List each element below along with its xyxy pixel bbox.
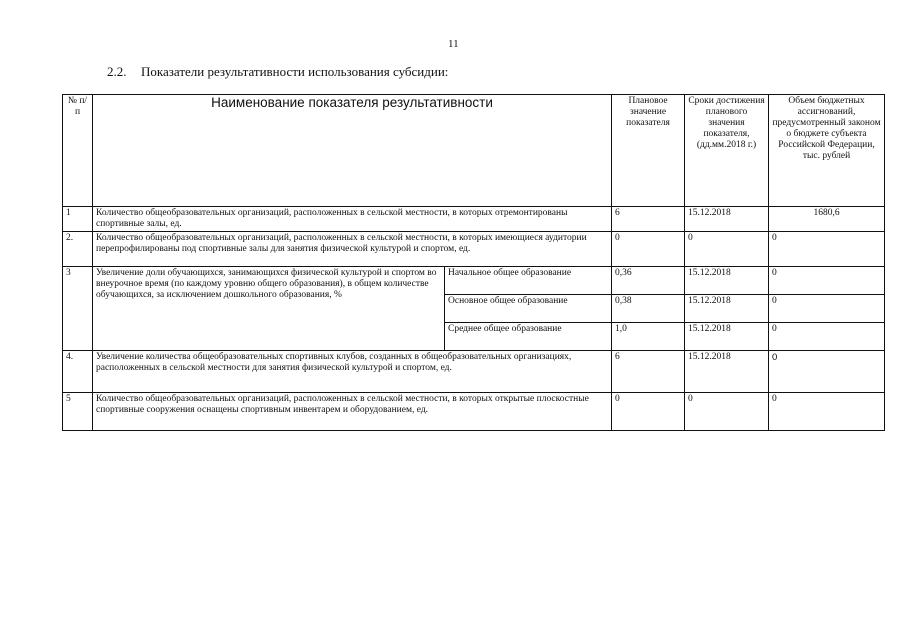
- plan-value: 0: [612, 232, 685, 267]
- budget-value: 0: [769, 393, 885, 431]
- deadline-date: 15.12.2018: [685, 323, 769, 351]
- table-row: [63, 232, 885, 267]
- budget-value: 1680,6: [769, 207, 885, 232]
- indicator-name: Количество общеобразовательных организаций, расположенных в сельской местности, в которых открытые плоскостные спортивные сооружения оснащены спортивным инвентарем и оборудованием, ед.: [93, 393, 612, 431]
- header-plan-value: Плановое значение показателя: [612, 95, 685, 207]
- table-row: [63, 267, 885, 295]
- plan-value: 0: [612, 393, 685, 431]
- row-number: 3: [63, 267, 93, 351]
- table-row: [63, 351, 885, 393]
- deadline-date: 15.12.2018: [685, 207, 769, 232]
- row-number: 1: [63, 207, 93, 232]
- section-number: 2.2.: [107, 64, 127, 79]
- plan-value: 6: [612, 351, 685, 393]
- header-number: № п/п: [63, 95, 93, 207]
- header-deadline: Сроки достижения планового значения показателя, (дд.мм.2018 г.): [685, 95, 769, 207]
- budget-value: 0: [769, 267, 885, 295]
- deadline-date: 0: [685, 232, 769, 267]
- header-budget: Объем бюджетных ассигнований, предусмотренный законом о бюджете субъекта Российской Федерации, тыс. рублей: [769, 95, 885, 207]
- header-indicator-name: Наименование показателя результативности: [93, 95, 612, 207]
- row-number: 4.: [63, 351, 93, 393]
- indicator-name: Увеличение количества общеобразовательных спортивных клубов, созданных в общеобразовательных организациях, расположенных в сельской местности для занятия физической культурой и спортом, ед.: [93, 351, 612, 393]
- table-row: [63, 207, 885, 232]
- budget-value: 0: [769, 323, 885, 351]
- indicator-name: Количество общеобразовательных организаций, расположенных в сельской местности, в которых отремонтированы спортивные залы, ед.: [93, 207, 612, 232]
- deadline-date: 15.12.2018: [685, 267, 769, 295]
- table-header-row: [63, 95, 885, 207]
- section-title: Показатели результативности использования субсидии:: [141, 64, 449, 79]
- deadline-date: 15.12.2018: [685, 351, 769, 393]
- budget-value: 0: [769, 295, 885, 323]
- plan-value: 1,0: [612, 323, 685, 351]
- plan-value: 0,38: [612, 295, 685, 323]
- budget-value: 0: [769, 232, 885, 267]
- table-row: [63, 393, 885, 431]
- education-level: Среднее общее образование: [445, 323, 612, 351]
- plan-value: 0,36: [612, 267, 685, 295]
- page-number: 11: [448, 38, 459, 50]
- indicators-table: [62, 94, 885, 431]
- section-heading: [107, 64, 448, 80]
- row-number: 2.: [63, 232, 93, 267]
- deadline-date: 15.12.2018: [685, 295, 769, 323]
- deadline-date: 0: [685, 393, 769, 431]
- education-level: Основное общее образование: [445, 295, 612, 323]
- indicator-name: Увеличение доли обучающихся, занимающихся физической культурой и спортом во внеурочное время (по каждому уровню общего образования), в общем количестве обучающихся, за исключением дошкольного образования, %: [93, 267, 445, 351]
- plan-value: 6: [612, 207, 685, 232]
- budget-value: 0: [769, 351, 885, 393]
- education-level: Начальное общее образование: [445, 267, 612, 295]
- row-number: 5: [63, 393, 93, 431]
- indicator-name: Количество общеобразовательных организаций, расположенных в сельской местности, в которых имеющиеся аудитории перепрофилированы под спортивные залы для занятия физической культурой и спортом, ед.: [93, 232, 612, 267]
